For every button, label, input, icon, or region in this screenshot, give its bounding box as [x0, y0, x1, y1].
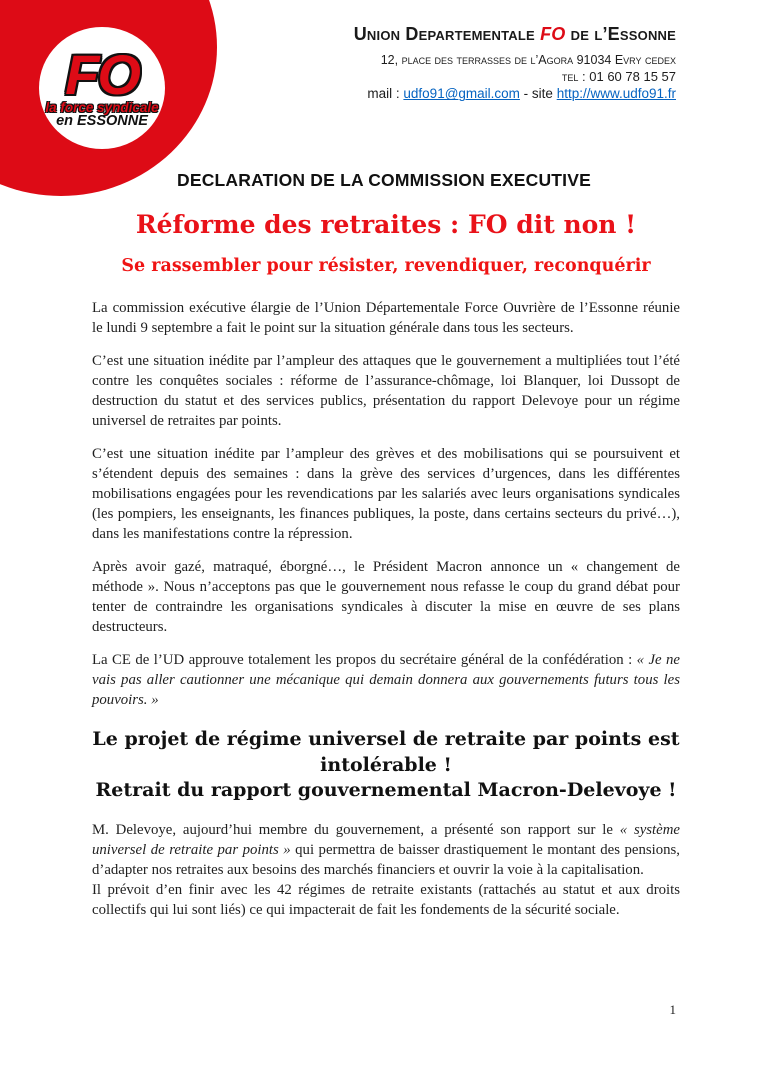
- paragraph-5: [92, 650, 680, 710]
- org-address: 12, place des terrasses de l’Agora 91034 Evry cedex: [380, 52, 676, 67]
- org-contact-line: [354, 85, 676, 104]
- paragraph-5-intro: La CE de l’UD approuve totalement les propos du secrétaire général de la confédération :: [92, 652, 637, 669]
- paragraph-2: C’est une situation inédite par l’ampleur des attaques que le gouvernement a multipliées tout l’été contre les conquêtes sociales : réforme de l’assurance-chômage, loi Blanquer, loi Dussopt de destruction du statut et des services publics, présentation du rapport Delevoye pour un régime universel de retraites par points.: [92, 353, 680, 430]
- email-link[interactable]: udfo91@gmail.com: [403, 86, 520, 102]
- paragraph-7: Il prévoit d’en finir avec les 42 régimes de retraite existants (rattachés au statut et aux droits collectifs qui lui sont liés) ce qui impacterait de fait les fondements de la sécurité sociale.: [92, 881, 680, 918]
- letterhead: [354, 24, 676, 104]
- paragraph-3: C’est une situation inédite par l’ampleur des grèves et des mobilisations qui se poursuivent et s’étendent depuis des semaines : dans la grève des services d’urgences, dans les différentes mobilisations engagées pour les revendications par les salariés avec leurs organisations syndicales (les pompiers, les enseignants, les finances publiques, la poste, dans certains secteurs du privé…), dans les manifestations contre la répression.: [92, 446, 680, 543]
- declaration-kicker: DECLARATION DE LA COMMISSION EXECUTIVE: [176, 170, 591, 190]
- section-heading-line-3: Retrait du rapport gouvernemental Macron-Delevoye !: [95, 779, 677, 802]
- section-heading-line-1: Le projet de régime universel de retraite par points est: [92, 728, 680, 751]
- org-name: [354, 24, 676, 46]
- org-name-fo: FO: [540, 24, 566, 44]
- mail-label: mail :: [367, 86, 404, 102]
- page-subtitle: Se rassembler pour résister, revendiquer, reconquérir: [121, 255, 651, 276]
- document-body: [92, 209, 680, 920]
- org-name-post: de l’Essonne: [565, 24, 676, 44]
- paragraph-5-quote: « Je ne vais pas aller cautionner une mécanique qui demain donnera aux gouvernements futurs tous les pouvoirs. »: [92, 652, 680, 709]
- page-title: Réforme des retraites : FO dit non !: [135, 210, 637, 239]
- paragraph-6: [92, 820, 680, 880]
- site-label: - site: [519, 86, 557, 102]
- section-heading-line-2: intolérable !: [320, 753, 452, 776]
- paragraph-6-quote: « système universel de retraite par points »: [92, 821, 680, 858]
- logo-white-ellipse-icon: [39, 27, 165, 149]
- paragraph-1: La commission exécutive élargie de l’Union Départementale Force Ouvrière de l’Essonne réunie le lundi 9 septembre a fait le point sur la situation générale dans tous les secteurs.: [92, 300, 680, 337]
- paragraph-6-intro: M. Delevoye, aujourd’hui membre du gouvernement, a présenté son rapport sur le: [92, 821, 620, 838]
- paragraph-4: Après avoir gazé, matraqué, éborgné…, le Président Macron annonce un « changement de méthode ». Nous n’acceptons pas que le gouvernement nous refasse le coup du grand débat pour tenter de contraindre les organisations syndicales à discuter la mise en œuvre de ses plans destructeurs.: [92, 559, 680, 636]
- logo-fo-text: FO: [65, 42, 139, 106]
- logo-tagline: la force syndicale: [45, 99, 159, 115]
- org-name-pre: Union Departementale: [353, 24, 541, 44]
- org-phone: tel : 01 60 78 15 57: [561, 68, 676, 84]
- logo-region: en ESSONNE: [56, 113, 148, 130]
- page-number: 1: [669, 1002, 676, 1017]
- website-link[interactable]: http://www.udfo91.fr: [556, 86, 676, 102]
- section-heading: [92, 727, 680, 804]
- paragraph-6-end: qui permettra de baisser drastiquement le montant des pensions, d’adapter nos retraites aux besoins des marchés financiers et ouvrir la voie à la capitalisation.: [92, 841, 680, 878]
